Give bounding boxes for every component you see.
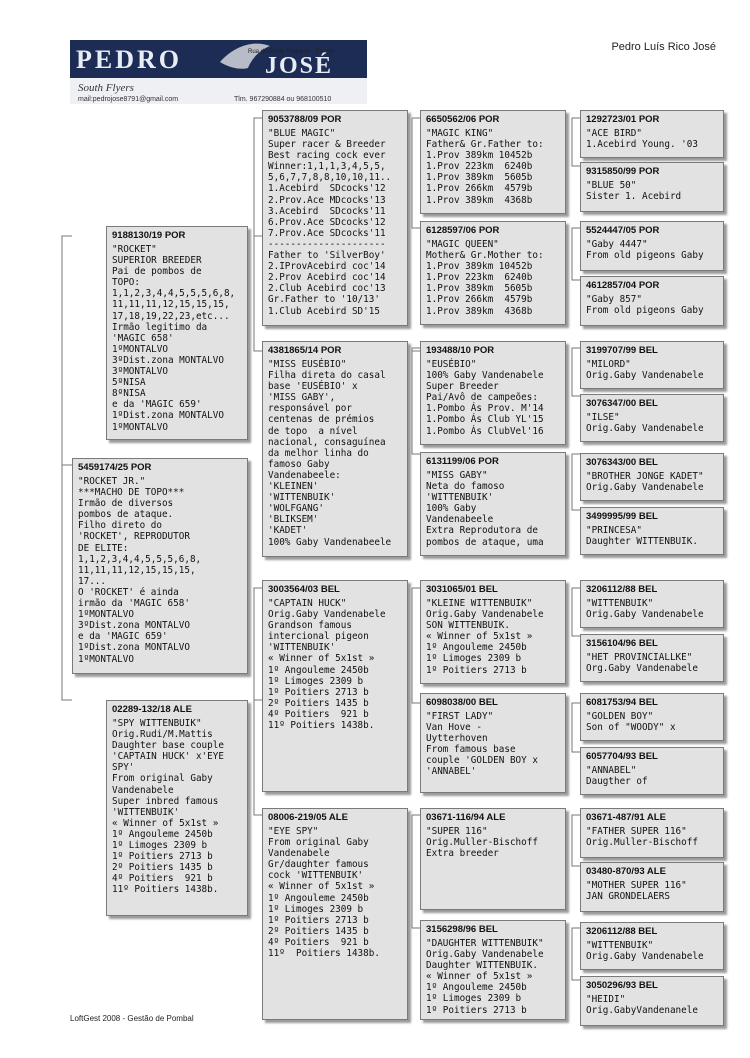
pigeon-ring-id: 3499995/99 BEL — [586, 511, 658, 522]
pigeon-card-dssd — [580, 634, 724, 682]
pigeon-description: "MAGIC QUEEN" Mother& Gr.Mother to: 1.Prov 389km 10452b 1.Prov 223km 6240b 1.Prov 389km 5605b 1.Prov 266km 4579b 1.Prov 389km 4368b — [426, 239, 544, 317]
connector-subject-sire — [62, 236, 72, 465]
pigeon-card-sd — [262, 341, 408, 557]
pigeon-card-subject — [72, 458, 248, 674]
pigeon-ring-id: 03480-870/93 ALE — [586, 866, 666, 877]
pigeon-card-sdss — [580, 341, 724, 389]
pigeon-card-dd — [262, 808, 408, 1020]
logo-address: Rua do Ponte Pequeno - Fuseta — [248, 49, 335, 55]
pigeon-description: "PRINCESA" Daughter WITTENBUIK. — [586, 525, 698, 548]
pigeon-description: "DAUGHTER WITTENBUIK" Orig.Gaby Vandenabele Daughter WITTENBUIK. « Winner of 5x1st » 1º Angouleme 2450b 1º Limoges 2309 b 1º Poitiers 2713 b — [426, 938, 544, 1016]
pigeon-card-ssdd — [580, 276, 724, 326]
pigeon-description: "HEIDI" Orig.GabyVandenanele — [586, 994, 698, 1017]
pigeon-ring-id: 9053788/09 POR — [268, 114, 342, 125]
pigeon-description: "BLUE 50" Sister 1. Acebird — [586, 180, 682, 203]
pigeon-description: "ILSE" Orig.Gaby Vandenabele — [586, 412, 704, 435]
connector-subject-dam — [62, 465, 72, 700]
pigeon-card-ddd — [420, 920, 566, 1020]
pigeon-description: "KLEINE WITTENBUIK" Orig.Gaby Vandenabele SON WITTENBUIK. « Winner of 5x1st » 1º Angouleme 2450b 1º Limoges 2309 b 1º Poitiers 2713 b — [426, 598, 544, 676]
pigeon-card-sdd — [420, 452, 566, 556]
pigeon-card-sddd — [580, 507, 724, 555]
pigeon-description: "ROCKET JR." ***MACHO DE TOPO*** Irmão de diversos pombos de ataque. Filho direto do 'ROCKET', REPRODUTOR DE ELITE: 1,1,2,3,4,4,5,5,5,6,8, 11,11,11,12,15,15,15, 17... O 'ROCKET' é ainda irmão da 'MAGIC 658' 1ºMONTALVO 3ºDist.zona MONTALVO e da 'MAGIC 659' 1ºDist.zona MONTALVO 1ºMONTALVO — [78, 476, 202, 665]
connector-dss — [572, 588, 580, 636]
pigeon-description: "MAGIC KING" Father& Gr.Father to: 1.Prov 389km 10452b 1.Prov 223km 6240b 1.Prov 389km 5605b 1.Prov 266km 4579b 1.Prov 389km 4368b — [426, 128, 544, 206]
footer-text: LoftGest 2008 - Gestão de Pombal — [70, 1014, 194, 1023]
pigeon-ring-id: 9315850/99 POR — [586, 166, 660, 177]
pigeon-ring-id: 3050296/93 BEL — [586, 980, 658, 991]
pigeon-ring-id: 3031065/01 BEL — [426, 584, 498, 595]
pigeon-ring-id: 4381865/14 POR — [268, 345, 342, 356]
connector-sire — [254, 118, 262, 351]
connector-dam — [254, 588, 262, 815]
pigeon-ring-id: 6650562/06 POR — [426, 114, 500, 125]
pigeon-description: "WITTENBUIK" Orig.Gaby Vandenabele — [586, 940, 704, 963]
pigeon-description: "HET PROVINCIALLKE" Org.Gaby Vandenabele — [586, 652, 698, 675]
pigeon-description: "Gaby 857" From old pigeons Gaby — [586, 294, 704, 317]
pigeon-ring-id: 3076343/00 BEL — [586, 457, 658, 468]
pigeon-ring-id: 6057704/93 BEL — [586, 751, 658, 762]
pigeon-ring-id: 193488/10 POR — [426, 345, 495, 356]
pigeon-card-ddss — [580, 808, 724, 858]
pigeon-ring-id: 3003564/03 BEL — [268, 584, 340, 595]
pigeon-ring-id: 3156104/96 BEL — [586, 638, 658, 649]
pigeon-description: "EYE SPY" From original Gaby Vandenabele Gr/daughter famous cock 'WITTENBUIK' « Winner of 5x1st » 1º Angouleme 2450b 1º Limoges 2309 b 1º Poitiers 2713 b 2º Poitiers 1435 b 4º Poitiers 921 b 11º Poitiers 1438b. — [268, 826, 380, 960]
pigeon-description: "BROTHER JONGE KADET" Orig.Gaby Vandenabele — [586, 471, 704, 494]
pigeon-ring-id: 3076347/00 BEL — [586, 398, 658, 409]
pigeon-description: "WITTENBUIK" Orig.Gaby Vandenabele — [586, 598, 704, 621]
logo-title-1: PEDRO — [76, 45, 182, 74]
connector-ssd — [572, 228, 580, 280]
pigeon-description: "FATHER SUPER 116" Orig.Muller-Bischoff — [586, 826, 698, 849]
pigeon-description: "SUPER 116" Orig.Muller-Bischoff Extra breeder — [426, 826, 538, 860]
pigeon-card-sds — [420, 341, 566, 445]
pigeon-ring-id: 6098038/00 BEL — [426, 697, 498, 708]
pigeon-description: "Gaby 4447" From old pigeons Gaby — [586, 239, 704, 262]
pigeon-description: "ACE BIRD" 1.Acebird Young. '03 — [586, 128, 698, 151]
connector-ss — [412, 118, 420, 228]
pigeon-card-ssss — [580, 110, 724, 158]
pigeon-description: "GOLDEN BOY" Son of "WOODY" x — [586, 711, 676, 734]
pigeon-card-dsds — [580, 693, 724, 741]
pigeon-card-dsdd — [580, 747, 724, 795]
pigeon-ring-id: 1292723/01 POR — [586, 114, 660, 125]
connector-ds — [412, 588, 420, 703]
pigeon-description: "MISS EUSÉBIO" Filha direta do casal base 'EUSÉBIO' x 'MISS GABY', responsável por centenas de prémios de topo a nível nacional, consaguínea da melhor linha do famoso Gaby Vandenabeele: 'KLEINEN' 'WITTENBUIK' 'WOLFGANG' 'BLIKSEM' 'KADET' 100% Gaby Vandenabeele — [268, 359, 392, 548]
pigeon-card-dds — [420, 808, 566, 910]
pigeon-description: "ROCKET" SUPERIOR BREEDER Pai de pombos de TOPO: 1,1,2,3,4,4,5,5,5,6,8, 11,11,11,12,15,15,15, 17,18,19,22,23,etc... Irmão legitimo da 'MAGIC 658' 1ºMONTALVO 3ºDist.zona MONTALVO 3ºMONTALVO 5ºNISA 8ºNISA e da 'MAGIC 659' 1ºDist.zona MONTALVO 1ºMONTALVO — [112, 244, 236, 433]
logo-phone: Tlm. 967290884 ou 968100510 — [234, 96, 332, 103]
pigeon-card-ds — [262, 580, 408, 792]
pigeon-card-sdsd — [580, 394, 724, 442]
pigeon-card-ssd — [420, 221, 566, 325]
pigeon-ring-id: 03671-116/94 ALE — [426, 812, 506, 823]
connector-dsd — [572, 703, 580, 752]
pigeon-description: "ANNABEL" Daugther of — [586, 765, 648, 788]
pigeon-description: "SPY WITTENBUIK" Orig.Rudi/M.Mattis Daughter base couple 'CAPTAIN HUCK' x'EYE SPY' From original Gaby Vandenabele Super inbred famous 'WITTENBUIK' « Winner of 5x1st » 1º Angouleme 2450b 1º Limoges 2309 b 1º Poitiers 2713 b 2º Poitiers 1435 b 4º Poitiers 921 b 11º Poitiers 1438b. — [112, 718, 224, 896]
pigeon-card-ddds — [580, 922, 724, 970]
pigeon-description: "MILORD" Orig.Gaby Vandenabele — [586, 359, 704, 382]
pigeon-card-dss — [420, 580, 566, 684]
pigeon-description: "BLUE MAGIC" Super racer & Breeder Best racing cock ever Winner:1,1,1,3,4,5,5, 5,6,7,7,8,8,10,10,11.. 1.Acebird SDcocks'12 2.Prov.Ace MDcocks'13 3.Acebird SDcocks'11 6.Prov.Ace SDcocks'12 7.Prov.Ace SDcocks'11 --------------------- Father to 'SilverBoy' 2.IProvAcebird coc'14 2.Prov Acebird coc'14 2.Club Acebird coc'13 Gr.Father to '10/13' 1.Club Acebird SD'15 — [268, 128, 392, 317]
pigeon-ring-id: 3206112/88 BEL — [586, 584, 658, 595]
logo-title-2: JOSÉ — [265, 53, 334, 79]
pigeon-card-sire — [106, 226, 248, 440]
pigeon-description: "MISS GABY" Neta do famoso 'WITTENBUIK' 100% Gaby Vandenabeele Extra Reprodutora de pombos de ataque, uma — [426, 470, 544, 548]
connector-sss — [572, 118, 580, 166]
connector-dd — [412, 815, 420, 928]
connector-sds — [572, 348, 580, 396]
pigeon-card-ddsd — [580, 862, 724, 912]
pigeon-card-ss — [262, 110, 408, 326]
connector-sd — [412, 348, 420, 454]
pigeon-ring-id: 02289-132/18 ALE — [112, 704, 192, 715]
connector-ddd — [572, 928, 580, 980]
pigeon-card-ssds — [580, 221, 724, 271]
pigeon-card-dsss — [580, 580, 724, 628]
pigeon-description: "CAPTAIN HUCK" Orig.Gaby Vandenabele Grandson famous intercional pigeon 'WITTENBUIK' « Winner of 5x1st » 1º Angouleme 2450b 1º Limoges 2309 b 1º Poitiers 2713 b 2º Poitiers 1435 b 4º Poitiers 921 b 11º Poitiers 1438b. — [268, 598, 386, 732]
pigeon-ring-id: 5524447/05 POR — [586, 225, 660, 236]
connector-dds — [572, 815, 580, 866]
owner-name: Pedro Luís Rico José — [611, 41, 716, 53]
pigeon-ring-id: 08006-219/05 ALE — [268, 812, 348, 823]
pigeon-card-dddd — [580, 976, 724, 1026]
pigeon-ring-id: 5459174/25 POR — [78, 462, 152, 473]
pigeon-card-dam — [106, 700, 248, 916]
pigeon-card-sssd — [580, 162, 724, 212]
pigeon-ring-id: 6128597/06 POR — [426, 225, 500, 236]
pigeon-ring-id: 3206112/88 BEL — [586, 926, 658, 937]
pigeon-ring-id: 03671-487/91 ALE — [586, 812, 666, 823]
pigeon-card-sss — [420, 110, 566, 214]
pigeon-card-sdds — [580, 453, 724, 501]
pigeon-description: "FIRST LADY" Van Hove - Uytterhoven From famous base couple 'GOLDEN BOY x 'ANNABEL' — [426, 711, 538, 778]
pigeon-ring-id: 6081753/94 BEL — [586, 697, 658, 708]
pigeon-description: "MOTHER SUPER 116" JAN GRONDELAERS — [586, 880, 687, 903]
pigeon-card-dsd — [420, 693, 566, 793]
pigeon-ring-id: 6131199/06 POR — [426, 456, 499, 467]
pigeon-ring-id: 3156298/96 BEL — [426, 924, 498, 935]
pigeon-ring-id: 9188130/19 POR — [112, 230, 186, 241]
pigeon-ring-id: 4612857/04 POR — [586, 280, 660, 291]
pigeon-description: "EUSÉBIO" 100% Gaby Vandenabele Super Breeder Pai/Avô de campeões: 1.Pombo Ás Prov. M'14 1.Pombo Ás Club YL'15 1.Pombo Ás ClubVel'16 — [426, 359, 544, 437]
connector-sdd — [572, 454, 580, 510]
logo-subtitle: South Flyers — [78, 82, 134, 94]
logo-email: mail:pedrojose8791@gmail.com — [78, 96, 179, 103]
pigeon-ring-id: 3199707/99 BEL — [586, 345, 658, 356]
